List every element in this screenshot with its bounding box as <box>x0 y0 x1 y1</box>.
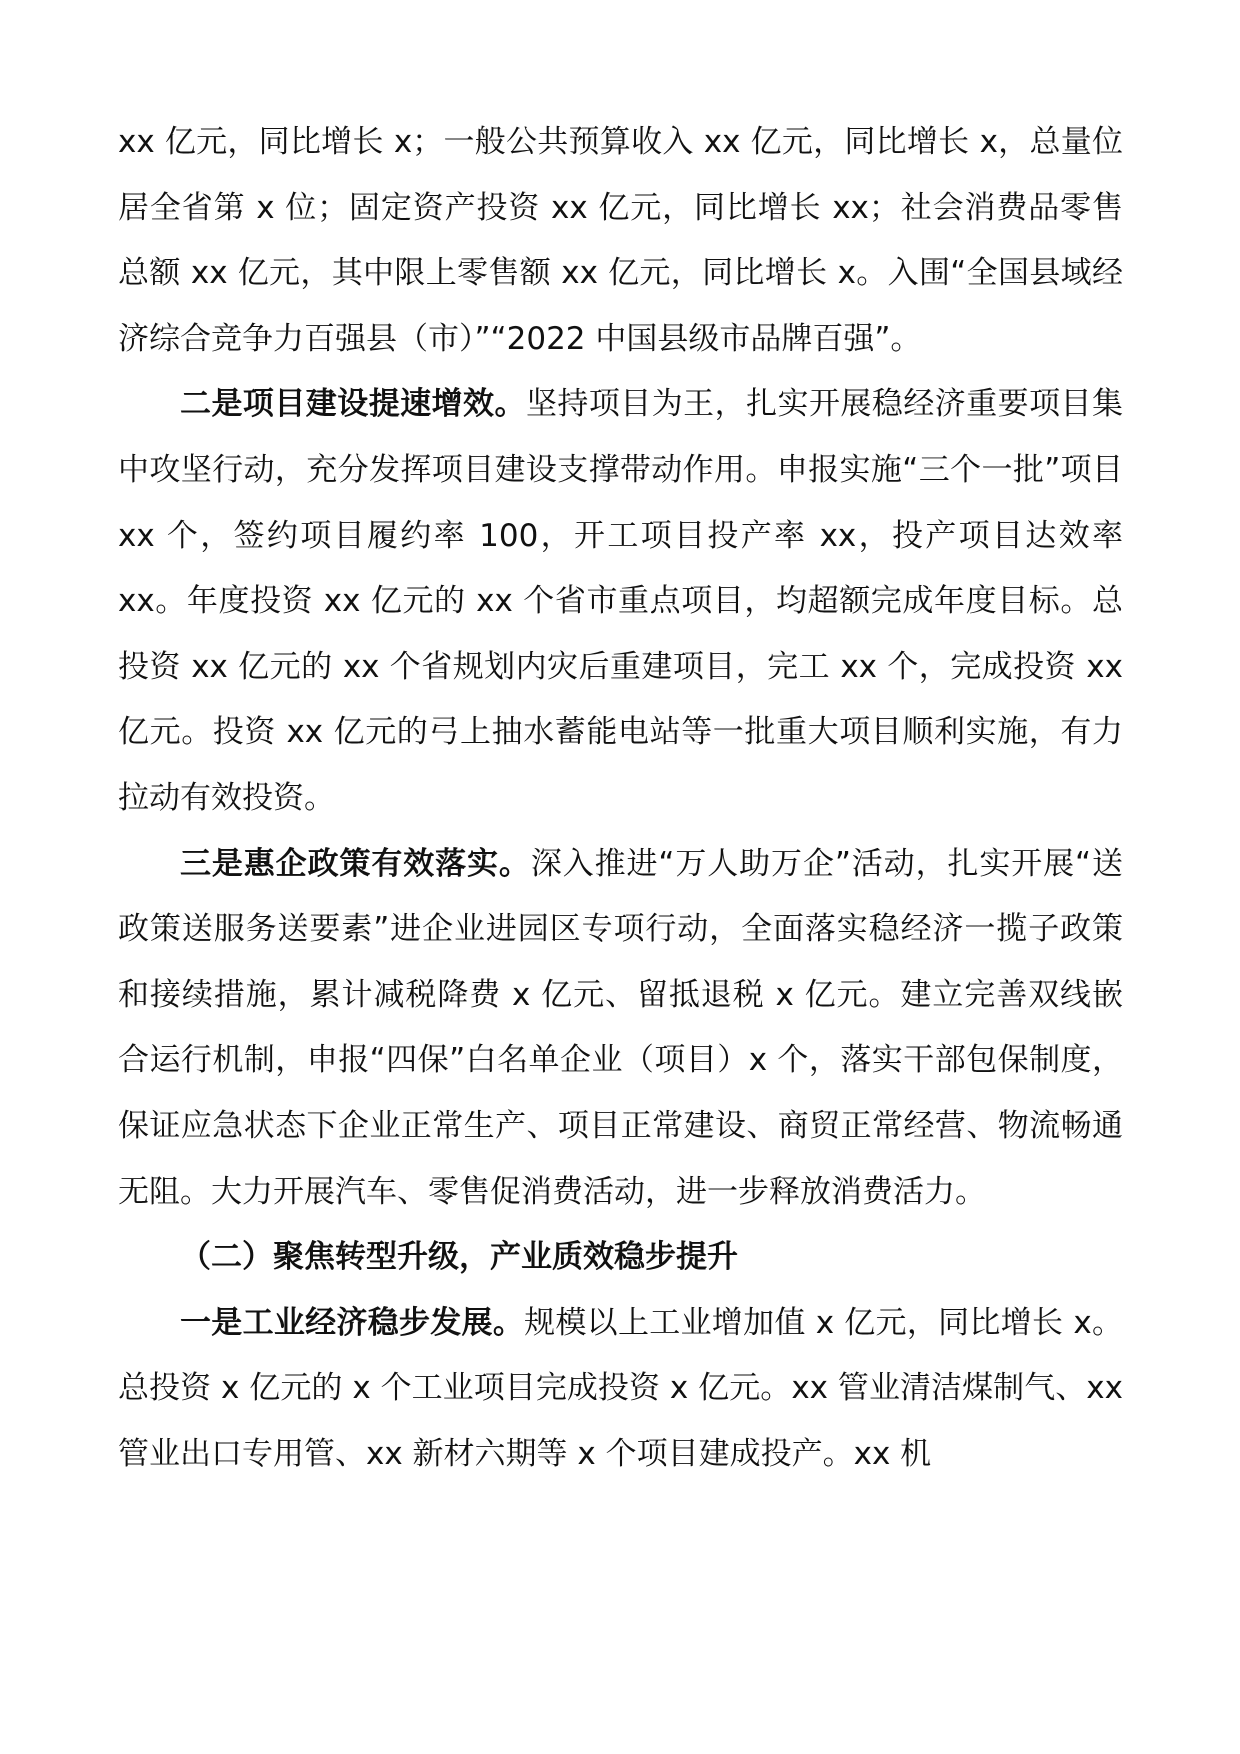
paragraph-body: 坚持项目为王，扎实开展稳经济重要项目集中攻坚行动，充分发挥项目建设支撑带动作用。申报实施“三个一批”项目 xx 个，签约项目履约率 100，开工项目投产率 xx，投产项目达效率 xx。年度投资 xx 亿元的 xx 个省市重点项目，均超额完成年度目标。总投资 xx 亿元的 xx 个省规划内灾后重建项目，完工 xx 个，完成投资 xx 亿元。投资 xx 亿元的弓上抽水蓄能电站等一批重大项目顺利实施，有力拉动有效投资。 <box>118 386 1124 816</box>
paragraph-economy-summary <box>118 110 1123 372</box>
paragraph-body: 深入推进“万人助万企”活动，扎实开展“送政策送服务送要素”进企业进园区专项行动，全面落实稳经济一揽子政策和接续措施，累计减税降费 x 亿元、留抵退税 x 亿元。建立完善双线嵌合运行机制，申报“四保”白名单企业（项目）x 个，落实干部包保制度，保证应急状态下企业正常生产、项目正常建设、商贸正常经营、物流畅通无阻。大力开展汽车、零售促消费活动，进一步释放消费活力。 <box>118 845 1124 1210</box>
paragraph-body: 规模以上工业增加值 x 亿元，同比增长 x。总投资 x 亿元的 x 个工业项目完成投资 x 亿元。xx 管业清洁煤制气、xx 管业出口专用管、xx 新材六期等 x 个项目建成投产。xx 机 <box>118 1304 1123 1472</box>
paragraph-enterprise-policy <box>118 832 1123 1226</box>
paragraph-industrial-economy <box>118 1291 1123 1488</box>
paragraph-lead: 一是工业经济稳步发展。 <box>180 1304 525 1341</box>
section-heading <box>118 1225 1123 1291</box>
paragraph-body: xx 亿元，同比增长 x；一般公共预算收入 xx 亿元，同比增长 x，总量位居全省第 x 位；固定资产投资 xx 亿元，同比增长 xx；社会消费品零售总额 xx 亿元，其中限上零售额 xx 亿元，同比增长 x。入围“全国县域经济综合竞争力百强县（市）”“2022 中国县级市品牌百强”。 <box>118 124 1123 357</box>
paragraph-lead: 二是项目建设提速增效。 <box>180 386 526 423</box>
document-page <box>118 110 1123 1487</box>
section-heading-text: （二）聚焦转型升级，产业质效稳步提升 <box>180 1239 738 1276</box>
paragraph-project-construction <box>118 372 1123 831</box>
paragraph-lead: 三是惠企政策有效落实。 <box>180 845 531 882</box>
